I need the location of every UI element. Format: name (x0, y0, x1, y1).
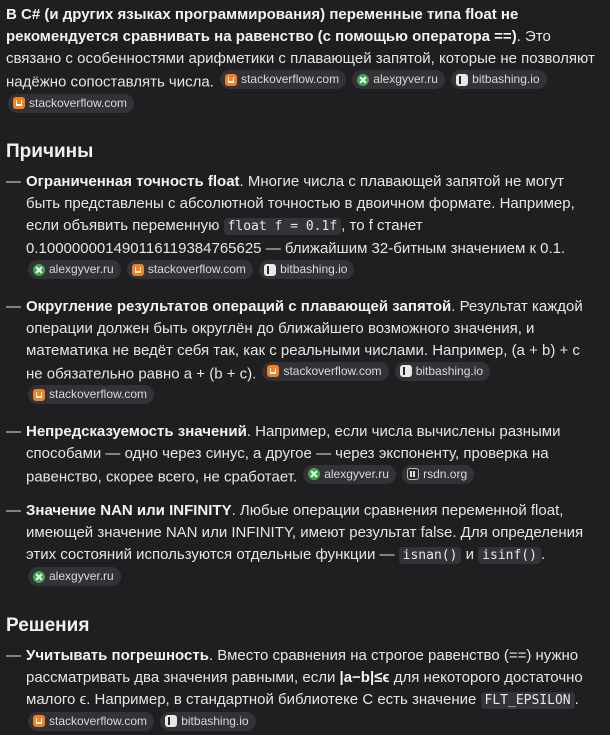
item-bold: Непредсказуемость значений (26, 423, 247, 440)
list-item (6, 296, 598, 409)
source-chip[interactable] (8, 94, 134, 113)
alexgyver-icon (33, 264, 45, 276)
intro-paragraph (6, 4, 598, 117)
source-label: alexgyver.ru (49, 260, 114, 279)
source-chip[interactable] (451, 70, 546, 89)
source-chip[interactable] (160, 712, 255, 731)
item-text: . Любые операции сравнения переменной float, имеющей значение NAN или INFINITY, имеют результат false. Для определения этих состояний используются отдельные функции — (26, 502, 583, 563)
source-chip[interactable] (28, 385, 154, 404)
stackoverflow-icon (225, 74, 237, 86)
source-chip[interactable] (220, 70, 346, 89)
source-label: alexgyver.ru (324, 465, 389, 484)
source-chip[interactable] (28, 567, 121, 586)
stackoverflow-icon (33, 389, 45, 401)
formula: |a−b|≤ϵ (340, 669, 390, 686)
source-label: stackoverflow.com (241, 70, 339, 89)
source-label: rsdn.org (423, 465, 467, 484)
source-label: alexgyver.ru (49, 567, 114, 586)
item-text: . Например, если числа вычислены разными способами — одно через синус, а другое — через экспоненту, проверка на равенство, скорее всего, не сработает. (26, 423, 561, 486)
inline-code: FLT_EPSILON (481, 692, 575, 709)
solutions-list (6, 645, 598, 735)
source-chip[interactable] (352, 70, 445, 89)
stackoverflow-icon (33, 715, 45, 727)
item-text: , то f станет 0.100000001490116119384765625 — ближайшим 32-битным значением к 0.1. (26, 217, 565, 257)
list-item (6, 421, 598, 489)
item-text: . Многие числа с плавающей запятой не могут быть представлены с абсолютной точностью в двоичном формате. Например, если объявить переменную (26, 173, 575, 234)
source-chip[interactable] (259, 260, 354, 279)
source-label: alexgyver.ru (373, 70, 438, 89)
item-bold: Учитывать погрешность (26, 647, 209, 664)
inline-code: isinf() (478, 547, 541, 564)
stackoverflow-icon (13, 97, 25, 109)
solutions-heading: Решения (6, 615, 598, 637)
source-chip[interactable] (402, 465, 474, 484)
list-dash: — (6, 171, 21, 193)
alexgyver-icon (308, 468, 320, 480)
list-item (6, 645, 598, 735)
source-label: stackoverflow.com (29, 94, 127, 113)
source-label: bitbashing.io (181, 712, 248, 731)
stackoverflow-icon (267, 365, 279, 377)
item-text: и (461, 546, 478, 563)
inline-code: float f = 0.1f (224, 218, 342, 235)
source-label: stackoverflow.com (49, 385, 147, 404)
alexgyver-icon (357, 74, 369, 86)
source-label: bitbashing.io (472, 70, 539, 89)
causes-list (6, 171, 598, 591)
source-chip[interactable] (28, 712, 154, 731)
source-chip[interactable] (395, 362, 490, 381)
list-dash: — (6, 645, 21, 667)
list-dash: — (6, 421, 21, 443)
intro-text: . Это связано с особенностями арифметики с плавающей запятой, которые не позволяют надёжно сопоставлять числа. (6, 28, 595, 91)
causes-heading: Причины (6, 141, 598, 163)
source-label: bitbashing.io (280, 260, 347, 279)
item-bold: Ограниченная точность float (26, 173, 240, 190)
list-item (6, 171, 598, 284)
bitbashing-icon (400, 365, 412, 377)
source-chip[interactable] (262, 362, 388, 381)
item-bold: Значение NAN или INFINITY (26, 502, 232, 519)
inline-code: isnan() (399, 547, 462, 564)
item-text: . Вместо сравнения на строгое равенство (==) нужно рассматривать два значения равными, если (26, 647, 578, 686)
bitbashing-icon (264, 264, 276, 276)
item-text: . (541, 546, 545, 563)
source-chip[interactable] (303, 465, 396, 484)
item-text: . Результат каждой операции должен быть округлён до ближайшего возможного значения, и математика не ведёт себя так, как с реальными числами. Например, (a + b) + c не обязательно равно a + (b + c). (26, 298, 583, 383)
list-dash: — (6, 500, 21, 522)
alexgyver-icon (33, 571, 45, 583)
item-text: . (575, 691, 579, 708)
rsdn-icon (407, 468, 419, 480)
bitbashing-icon (165, 715, 177, 727)
source-label: stackoverflow.com (283, 362, 381, 381)
intro-bold: В C# (и других языках программирования) переменные типа float не рекомендуется сравнивать на равенство (с помощью оператора ==) (6, 6, 518, 45)
source-chip[interactable] (127, 260, 253, 279)
item-bold: Округление результатов операций с плавающей запятой (26, 298, 451, 315)
source-label: stackoverflow.com (49, 712, 147, 731)
stackoverflow-icon (132, 264, 144, 276)
source-label: bitbashing.io (416, 362, 483, 381)
list-dash: — (6, 296, 21, 318)
source-chip[interactable] (28, 260, 121, 279)
list-item (6, 500, 598, 591)
item-text: для некоторого достаточно малого ϵ. Например, в стандартной библиотеке C есть значение (26, 669, 583, 708)
source-label: stackoverflow.com (148, 260, 246, 279)
bitbashing-icon (456, 74, 468, 86)
